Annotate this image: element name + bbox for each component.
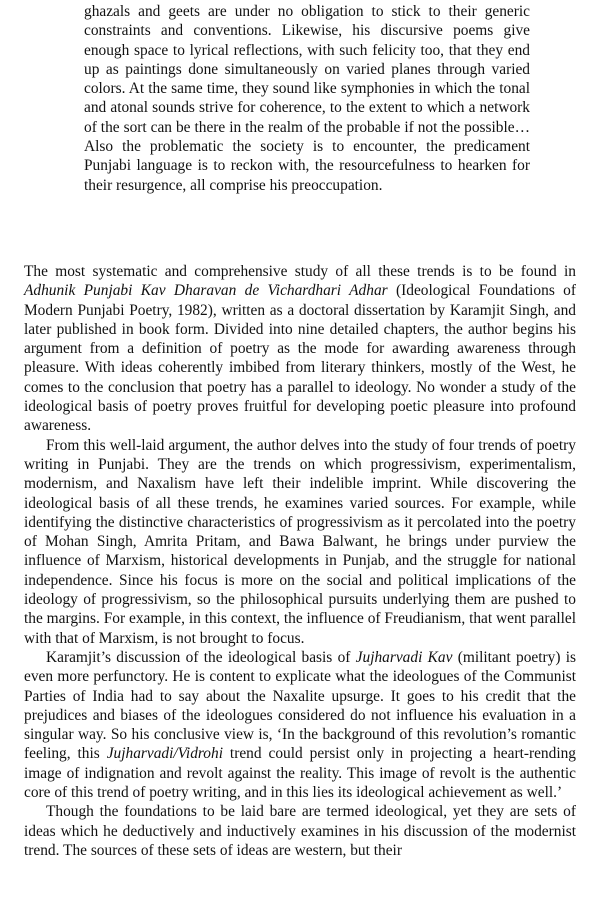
- paragraph-3: [24, 648, 576, 802]
- block-quote: ghazals and geets are under no obligation to stick to their generic constraints and conventions. Likewise, his discursive poems give enough space to lyrical reflections, with such felicity too, that they end up as paintings done simultaneously on varied planes through varied colors. At the same time, they sound like symphonies in which the tonal and atonal sounds strive for coherence, to the extent to which a network of the sort can be there in the realm of the probable if not the possible…Also the problematic the society is to encounter, the predicament Punjabi language is to reckon with, the resourcefulness to hearken for their resurgence, all comprise his preoccupation.: [84, 3, 530, 194]
- paragraph-3-text-middle: (militant poetry) is even more perfunctory. He is content to explicate what the ideologues of the Communist Parties of India had to say about the Naxalite upsurge. It goes to his credit that the prejudices and biases of the ideologues considered do not influence his evaluation in a singular way. So his conclusive view is, ‘In the background of this revolution’s romantic feeling, this: [24, 648, 576, 763]
- paragraph-1-text-end: (Ideological Foundations of Modern Punjabi Poetry, 1982), written as a doctoral dissertation by Karamjit Singh, and later published in book form. Divided into nine detailed chapters, the author begins his argument from a definition of poetry as the mode for awarding awareness through pleasure. With ideas coherently imbibed from literary thinkers, mostly of the West, he comes to the conclusion that poetry has a parallel to ideology. No wonder a study of the ideological basis of poetry proves fruitful for developing poetic pleasure into profound awareness.: [24, 282, 576, 435]
- poetry-term: Jujharvadi Kav: [355, 648, 453, 666]
- paragraph-3-text-start: Karamjit’s discussion of the ideological basis of: [46, 648, 356, 666]
- paragraph-3-text-end: trend could persist only in projecting a heart-rending image of indignation and revolt against the reality. This image of revolt is the authentic core of this trend of poetry writing, and in this lies its ideological achievement as well.’: [24, 745, 576, 802]
- paragraph-1-text-start: The most systematic and comprehensive study of all these trends is to be found in: [24, 263, 576, 280]
- paragraph-4: Though the foundations to be laid bare are termed ideological, yet they are sets of ideas which he deductively and inductively examines in his discussion of the modernist trend. The sources of these sets of ideas are western, but their: [24, 803, 576, 859]
- paragraph-1: [24, 262, 576, 436]
- body-text: [24, 262, 576, 860]
- paragraph-2: From this well-laid argument, the author delves into the study of four trends of poetry writing in Punjabi. They are the trends on which progressivism, experimentalism, modernism, and Naxalism have left their indelible imprint. While discovering the ideological basis of all these trends, he examines varied sources. For example, while identifying the distinctive characteristics of progressivism as it percolated into the poetry of Mohan Singh, Amrita Pritam, and Bawa Balwant, he brings under purview the influence of Marxism, historical developments in Punjab, and the struggle for national independence. Since his focus is more on the social and political implications of the ideology of progressivism, so the philosophical pursuits underlying them are pushed to the margins. For example, in this context, the influence of Freudianism, that went parallel with that of Marxism, is not brought to focus.: [24, 436, 576, 647]
- trend-term: Jujharvadi/Vidrohi: [106, 745, 223, 763]
- book-title: Adhunik Punjabi Kav Dharavan de Vichardhari Adhar: [24, 282, 388, 300]
